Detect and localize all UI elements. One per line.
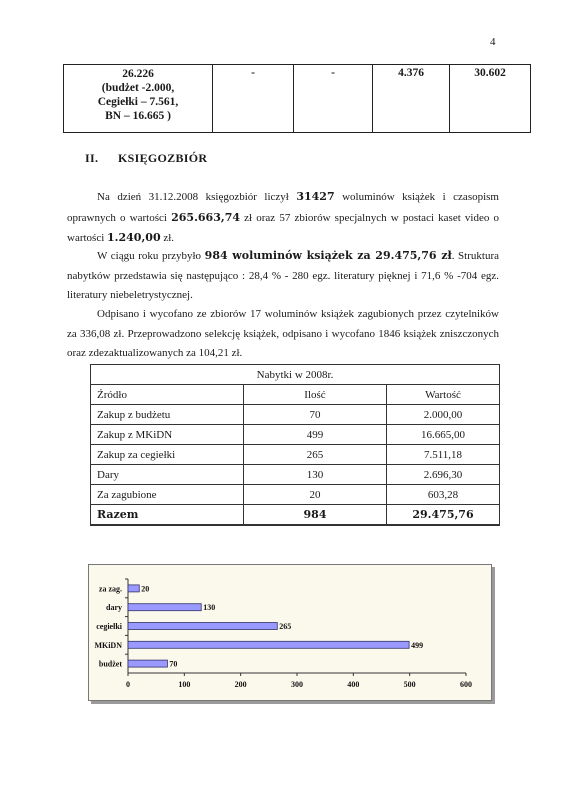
cell-value: 16.665,00: [387, 425, 500, 445]
column-header-value: Wartość: [387, 385, 500, 405]
bar: [128, 660, 167, 667]
summary-line: BN – 16.665 ): [105, 110, 171, 122]
cell-total-quantity: 984: [244, 505, 387, 526]
x-tick-label: 600: [460, 680, 472, 689]
cell-quantity: 499: [244, 425, 387, 445]
x-tick-label: 300: [291, 680, 303, 689]
x-tick-label: 0: [126, 680, 130, 689]
bar: [128, 585, 139, 592]
bar: [128, 604, 201, 611]
paragraph-collection-size: [67, 187, 499, 249]
cell-quantity: 265: [244, 445, 387, 465]
table-row: [64, 65, 531, 133]
x-tick-label: 100: [178, 680, 191, 689]
x-tick-label: 500: [403, 680, 416, 689]
section-heading: [85, 151, 207, 166]
column-header-source: Źródło: [91, 385, 244, 405]
cell-value: 603,28: [387, 485, 500, 505]
bold-value: 31427: [296, 190, 335, 203]
cell-value: 7.511,18: [387, 445, 500, 465]
text-run: W ciągu roku przybyło: [97, 250, 205, 262]
summary-cell: 30.602: [450, 65, 531, 133]
paragraph-withdrawals: [67, 305, 499, 364]
bar-data-label: 20: [141, 584, 150, 594]
cell-total-label: Razem: [91, 505, 244, 526]
summary-line: 26.226: [122, 68, 154, 80]
section-number: II.: [85, 151, 99, 165]
text-run: woluminów książek i czasopism oprawnych o wartości: [67, 191, 499, 224]
summary-cell-total: [64, 65, 213, 133]
table-row: [91, 405, 500, 425]
bar-data-label: 499: [411, 640, 424, 650]
summary-cell: -: [213, 65, 294, 133]
cell-source: Zakup z budżetu: [91, 405, 244, 425]
bold-value: 1.240,00: [107, 231, 161, 244]
paragraph-acquisitions: [67, 246, 499, 306]
table-row: [91, 445, 500, 465]
table-total-row: [91, 505, 500, 526]
x-tick-label: 200: [234, 680, 247, 689]
table-caption-row: [91, 365, 500, 385]
cell-source: Dary: [91, 465, 244, 485]
bold-value: 984 woluminów książek za 29.475,76 zł: [204, 249, 452, 262]
text-run: Na dzień 31.12.2008 księgozbiór liczył: [97, 191, 297, 203]
table-caption: Nabytki w 2008r.: [91, 365, 500, 385]
summary-line: (budżet -2.000,: [101, 82, 175, 94]
acquisitions-table: [90, 364, 500, 526]
table-row: [91, 425, 500, 445]
cell-quantity: 130: [244, 465, 387, 485]
summary-table-fragment: [63, 64, 531, 133]
summary-cell: 4.376: [373, 65, 450, 133]
text-run: Odpisano i wycofano ze zbiorów 17 woluminów książek zagubionych przez czytelników za 336,08 zł. Przeprowadzono selekcję książek, odpisano i wycofano 1846 książek zniszczonych oraz zdezaktualizowanych za 104,21 zł.: [67, 308, 499, 359]
chart-canvas: [89, 565, 491, 700]
cell-quantity: 20: [244, 485, 387, 505]
cell-total-value: 29.475,76: [387, 505, 500, 526]
y-category-label: dary: [106, 603, 122, 613]
y-category-label: budżet: [98, 659, 122, 669]
y-category-label: MKiDN: [94, 640, 122, 650]
text-run: zł oraz 57 zbiorów specjalnych w postaci kaset video o wartości: [67, 211, 500, 244]
column-header-quantity: Ilość: [244, 385, 387, 405]
bar-data-label: 130: [203, 603, 216, 613]
table-row: [91, 485, 500, 505]
text-run: . Struktura nabytków przedstawia się następująco : 28,4 % - 280 egz. literatury pięknej i 71,6 % -704 egz. literatury niebeletrystycznej.: [67, 250, 499, 301]
x-tick-label: 400: [347, 680, 360, 689]
bold-value: 265.663,74: [171, 210, 240, 224]
table-row: [91, 465, 500, 485]
bar: [128, 641, 409, 648]
acquisitions-bar-chart: [88, 564, 492, 701]
y-category-label: cegiełki: [96, 622, 122, 631]
cell-value: 2.000,00: [387, 405, 500, 425]
page-number: 4: [490, 36, 496, 48]
summary-cell: -: [294, 65, 373, 133]
text-run: zł.: [160, 232, 175, 244]
cell-source: Za zagubione: [91, 485, 244, 505]
cell-value: 2.696,30: [387, 465, 500, 485]
section-title: KSIĘGOZBIÓR: [118, 151, 208, 165]
cell-quantity: 70: [244, 405, 387, 425]
cell-source: Zakup z MKiDN: [91, 425, 244, 445]
bar: [128, 623, 277, 630]
bar-data-label: 70: [169, 659, 178, 669]
bar-data-label: 265: [279, 622, 292, 631]
cell-source: Zakup za cegiełki: [91, 445, 244, 465]
summary-line: Cegiełki – 7.561,: [97, 96, 179, 108]
y-category-label: za zag.: [98, 584, 122, 594]
table-header-row: [91, 385, 500, 405]
